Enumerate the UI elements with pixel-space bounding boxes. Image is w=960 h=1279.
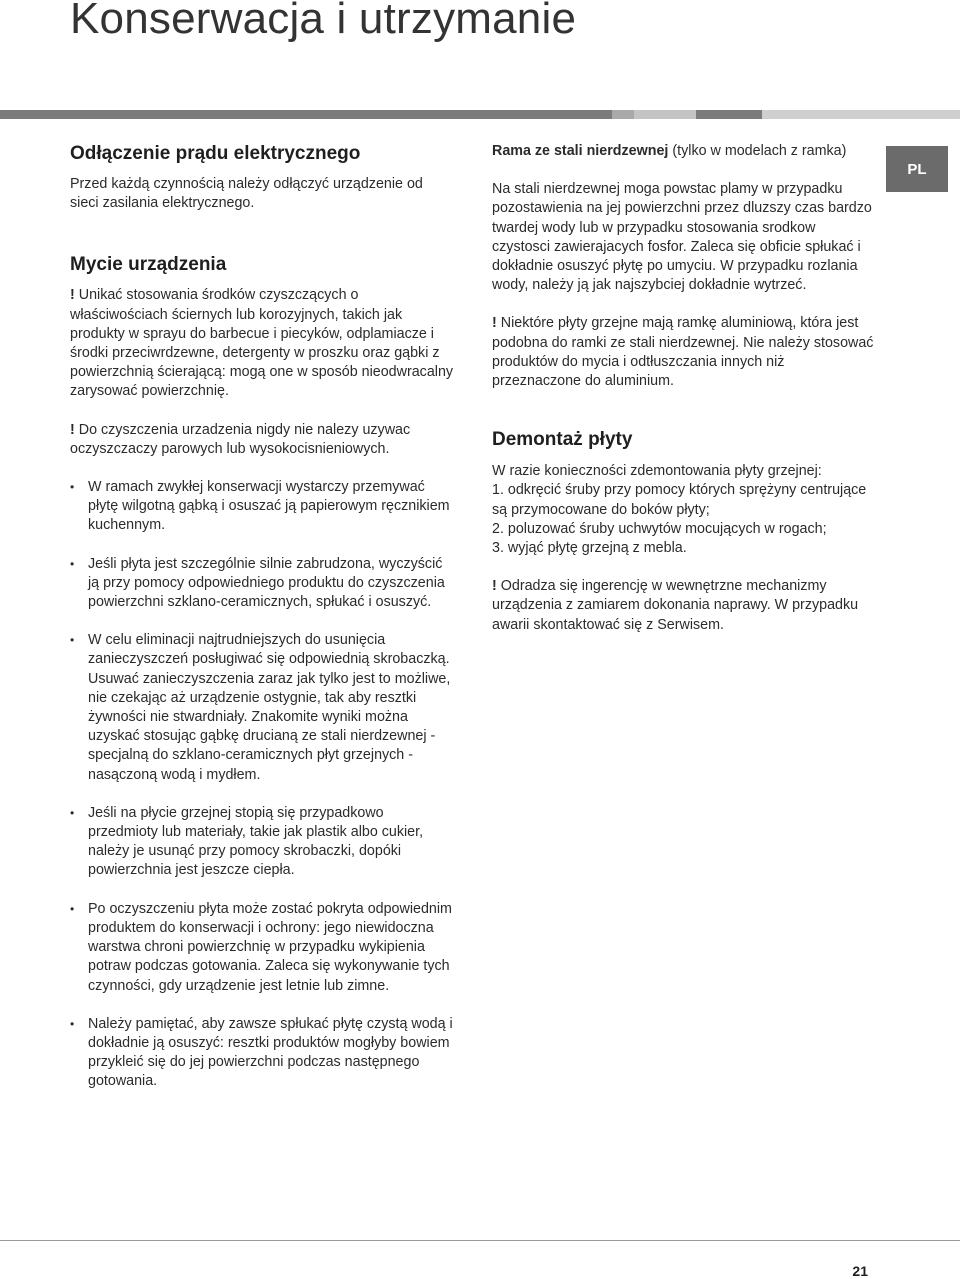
warning-aluminium-text: Niektóre płyty grzejne mają ramkę aluminiową, która jest podobna do ramki ze stali nierdzewnej. Nie należy stosować produktów do mycia i odtłuszczania innych niż przeznaczone do aluminium. (492, 315, 874, 390)
list-item (70, 804, 454, 881)
section-heading-cleaning: Mycie urządzenia (70, 254, 227, 276)
section-heading-dismount: Demontaż płyty (492, 429, 633, 451)
list-item (70, 1015, 454, 1092)
bullet-icon: • (70, 633, 75, 648)
bullet-icon: • (70, 901, 75, 916)
header-bar (0, 110, 960, 119)
cleaning-tips-list (70, 478, 454, 1091)
left-column (70, 142, 454, 1092)
header-bar-segment (0, 110, 612, 119)
warning-abrasives (70, 286, 454, 401)
warning-mark: ! (492, 315, 497, 332)
dismount-step: 3. wyjąć płytę grzejną z mebla. (492, 540, 687, 557)
bullet-icon: • (70, 556, 75, 571)
bullet-icon: • (70, 805, 75, 820)
warning-abrasives-text: Unikać stosowania środków czyszczących o właściwościach ściernych lub korozyjnych, takich jak produkty w sprayu do barbecue i piecyków, odplamiacze i środki przeciwrdzewne, detergenty w proszku oraz gąbki z powierzchnią ścierającą: mogą one w sposób nieodwracalny zarysować powierzchnię. (70, 287, 454, 400)
header-bar-segment (696, 110, 762, 119)
dismount-step: 2. poluzować śruby uchwytów mocujących w rogach; (492, 520, 827, 537)
warning-steam (70, 421, 454, 459)
dismount-intro: W razie konieczności zdemontowania płyty grzejnej: (492, 463, 822, 480)
header-bar-segment (762, 110, 960, 119)
section-heading-power: Odłączenie prądu elektrycznego (70, 143, 361, 164)
bullet-icon: • (70, 480, 75, 495)
list-item (70, 631, 454, 785)
stainless-frame-text: Na stali nierdzewnej moga powstac plamy w przypadku pozostawienia na jej powierzchni przez dluzszy czas bardzo twardej wody lub w przypadku stosowania srodkow czystosci zawierajacych fosfor. Zaleca się obficie spłukać i dokładnie osuszyć płytę po umyciu. W przypadku rozlania wody, należy ją jak najszybciej dokładnie wytrzeć. (492, 181, 872, 294)
list-item (70, 555, 454, 613)
stainless-frame-note: (tylko w modelach z ramka) (672, 143, 847, 159)
list-item-text: Jeśli płyta jest szczególnie silnie zabrudzona, wyczyścić ją przy pomocy odpowiedniego produktu do czyszczenia powierzchni szklano-ceramicznych, spłukać i osuszyć. (88, 555, 445, 611)
warning-mark: ! (70, 287, 75, 304)
stainless-frame-lead: Rama ze stali nierdzewnej (492, 143, 669, 159)
warning-mark: ! (70, 421, 75, 438)
warning-steam-text: Do czyszczenia urzadzenia nigdy nie nalezy uzywac oczyszczaczy parowych lub wysokocisnieniowych. (70, 421, 411, 457)
list-item-text: Jeśli na płycie grzejnej stopią się przypadkowo przedmioty lub materiały, takie jak plastik albo cukier, należy je usunąć przy pomocy skrobaczki, dopóki powierzchnia jest jeszcze ciepła. (88, 804, 424, 879)
right-column (492, 142, 876, 635)
bullet-icon: • (70, 1016, 75, 1031)
stainless-frame-paragraph (492, 142, 876, 161)
warning-repair-text: Odradza się ingerencję w wewnętrzne mechanizmy urządzenia z zamiarem dokonania naprawy. W przypadku awarii skontaktować się z Serwisem. (492, 578, 859, 633)
list-item-text: Po oczyszczeniu płyta może zostać pokryta odpowiednim produktem do konserwacji i ochrony: jego niewidoczna warstwa chroni powierzchnię w przypadku wykipienia potraw podczas gotowania. Zaleca się wykonywanie tych czynności, gdy urządzenie jest letnie lub zimne. (88, 900, 452, 994)
warning-aluminium (492, 314, 876, 391)
list-item (70, 478, 454, 536)
warning-repair (492, 577, 876, 635)
language-tab: PL (886, 146, 948, 192)
dismount-step: 1. odkręcić śruby przy pomocy których sprężyny centrujące są przymocowane do boków płyty; (492, 482, 867, 518)
list-item (70, 900, 454, 996)
header-bar-segment (634, 110, 696, 119)
footer-divider (0, 1240, 960, 1241)
page-title: Konserwacja i utrzymanie (70, 0, 577, 43)
list-item-text: W celu eliminacji najtrudniejszych do usunięcia zanieczyszczeń posługiwać się odpowiednią skrobaczką. Usuwać zanieczyszczenia zaraz jak tylko jest to możliwe, nie czekając aż urządzenie ostygnie, tak aby resztki żywności nie stwardniały. Znakomite wyniki można uzyskać stosując gąbkę drucianą ze stali nierdzewnej - specjalną do szklano-ceramicznych płyt grzejnych - nasączoną wodą i mydłem. (88, 632, 451, 783)
list-item-text: W ramach zwykłej konserwacji wystarczy przemywać płytę wilgotną gąbką i osuszać ją papierowym ręcznikiem kuchennym. (88, 479, 450, 534)
warning-mark: ! (492, 578, 497, 595)
power-text: Przed każdą czynnością należy odłączyć urządzenie od sieci zasilania elektrycznego. (70, 176, 423, 212)
page-number: 21 (852, 1263, 868, 1279)
list-item-text: Należy pamiętać, aby zawsze spłukać płytę czystą wodą i dokładnie ją osuszyć: resztki produktów mogłyby bowiem przykleić się do jej powierzchni podczas następnego gotowania. (88, 1015, 453, 1090)
header-bar-segment (612, 110, 634, 119)
